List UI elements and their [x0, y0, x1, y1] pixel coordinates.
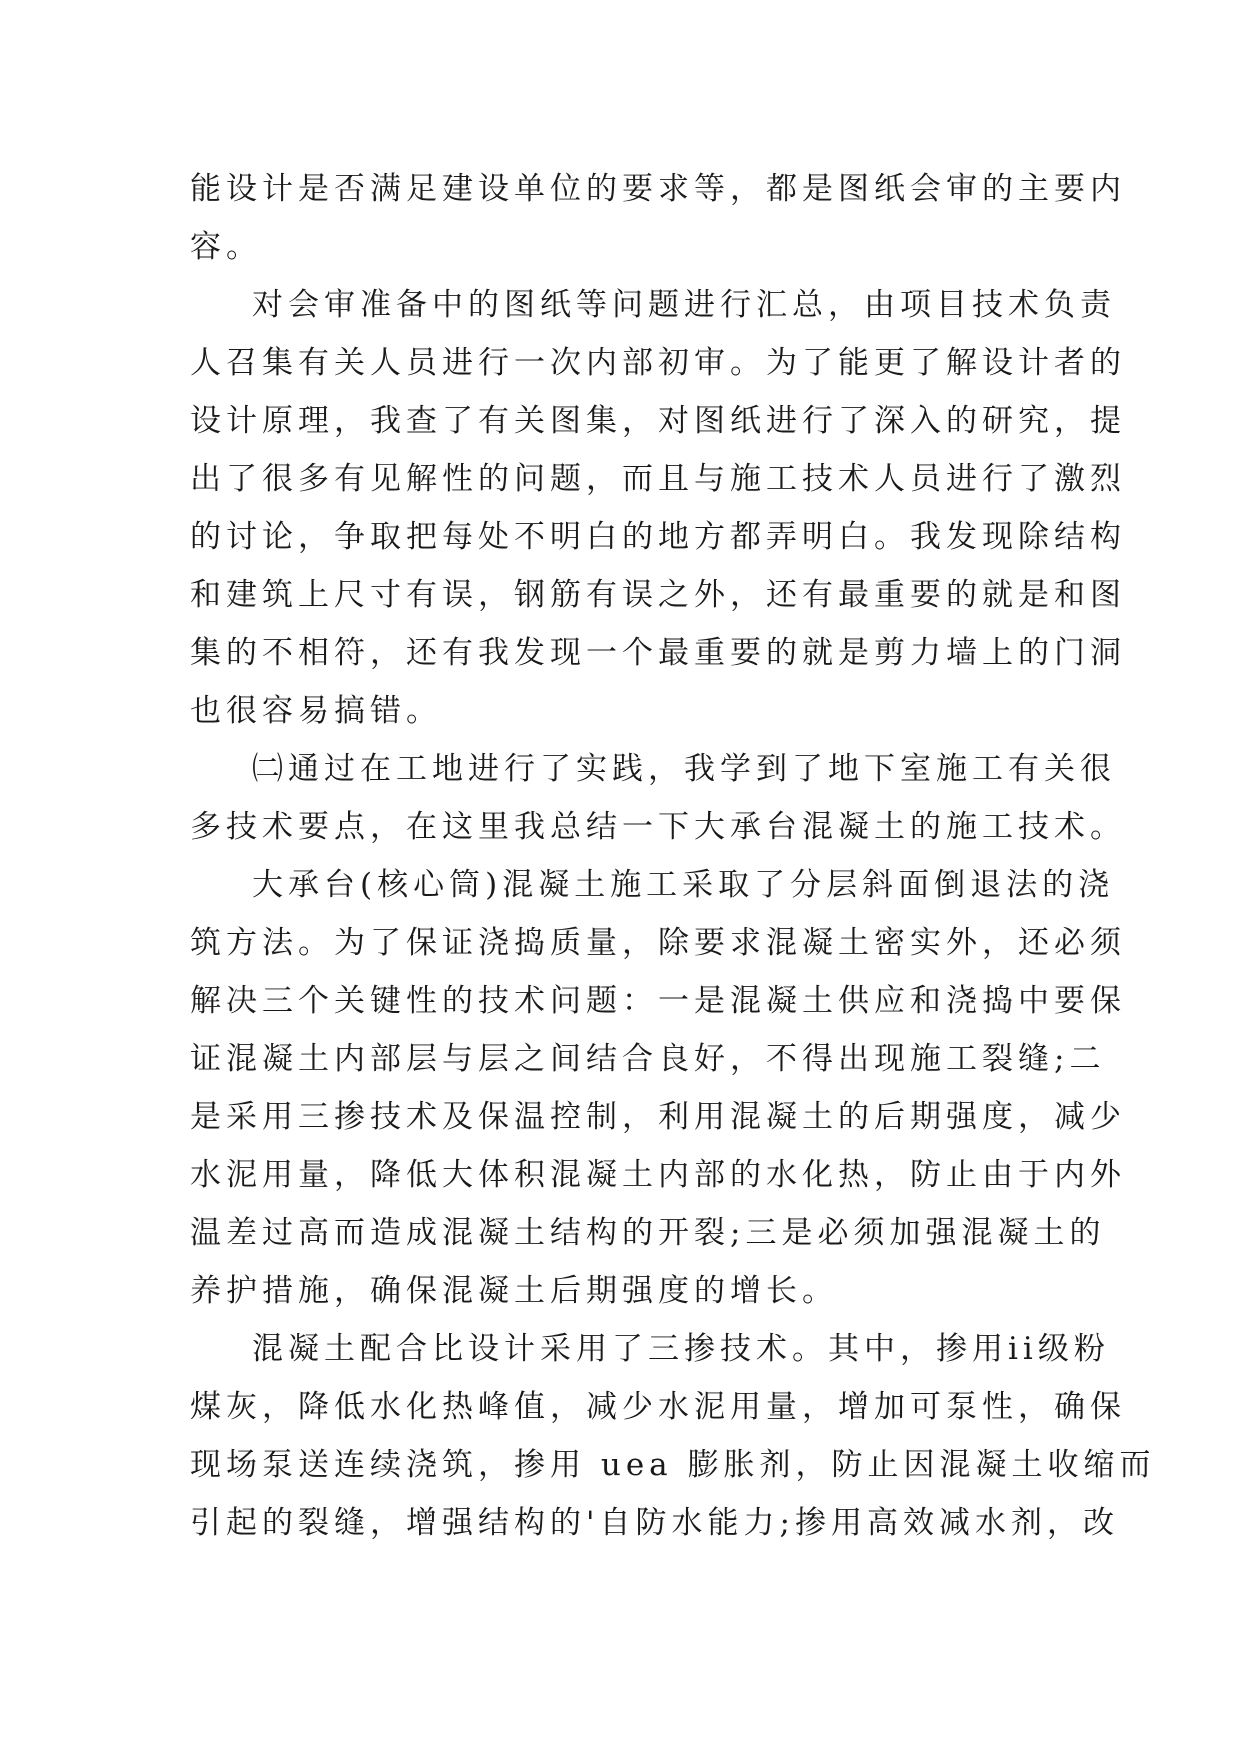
text-line: 温差过高而造成混凝土结构的开裂;三是必须加强混凝土的 — [190, 1215, 1106, 1251]
text-line: 人召集有关人员进行一次内部初审。为了能更了解设计者的 — [190, 345, 1126, 381]
text-line: 多技术要点，在这里我总结一下大承台混凝土的施工技术。 — [190, 809, 1126, 845]
paragraph-first-line: 对会审准备中的图纸等问题进行汇总，由项目技术负责 — [252, 287, 1116, 323]
text-line: 容。 — [190, 229, 262, 265]
paragraph-first-line: 混凝土配合比设计采用了三掺技术。其中，掺用ii级粉 — [252, 1331, 1110, 1367]
text-line: 也很容易搞错。 — [190, 693, 442, 729]
text-line: 引起的裂缝，增强结构的'自防水能力;掺用高效减水剂，改 — [190, 1505, 1119, 1541]
text-line: 煤灰，降低水化热峰值，减少水泥用量，增加可泵性，确保 — [190, 1389, 1126, 1425]
text-line: 现场泵送连续浇筑，掺用 uea 膨胀剂，防止因混凝土收缩而 — [190, 1447, 1156, 1483]
text-line: 集的不相符，还有我发现一个最重要的就是剪力墙上的门洞 — [190, 635, 1126, 671]
text-line: 是采用三掺技术及保温控制，利用混凝土的后期强度，减少 — [190, 1099, 1126, 1135]
text-line: 水泥用量，降低大体积混凝土内部的水化热，防止由于内外 — [190, 1157, 1126, 1193]
text-line: 能设计是否满足建设单位的要求等，都是图纸会审的主要内 — [190, 171, 1126, 207]
text-line: 养护措施，确保混凝土后期强度的增长。 — [190, 1273, 838, 1309]
body-text — [190, 160, 1156, 1552]
text-line: 的讨论，争取把每处不明白的地方都弄明白。我发现除结构 — [190, 519, 1126, 555]
text-line: 设计原理，我查了有关图集，对图纸进行了深入的研究，提 — [190, 403, 1126, 439]
text-line: 和建筑上尺寸有误，钢筋有误之外，还有最重要的就是和图 — [190, 577, 1126, 613]
text-line: 筑方法。为了保证浇捣质量，除要求混凝土密实外，还必须 — [190, 925, 1126, 961]
text-line: 证混凝土内部层与层之间结合良好，不得出现施工裂缝;二 — [190, 1041, 1106, 1077]
paragraph-first-line: ㈡通过在工地进行了实践，我学到了地下室施工有关很 — [252, 751, 1116, 787]
text-line: 出了很多有见解性的问题，而且与施工技术人员进行了激烈 — [190, 461, 1126, 497]
text-line: 解决三个关键性的技术问题：一是混凝土供应和浇捣中要保 — [190, 983, 1126, 1019]
paragraph-first-line: 大承台(核心筒)混凝土施工采取了分层斜面倒退法的浇 — [252, 867, 1115, 903]
